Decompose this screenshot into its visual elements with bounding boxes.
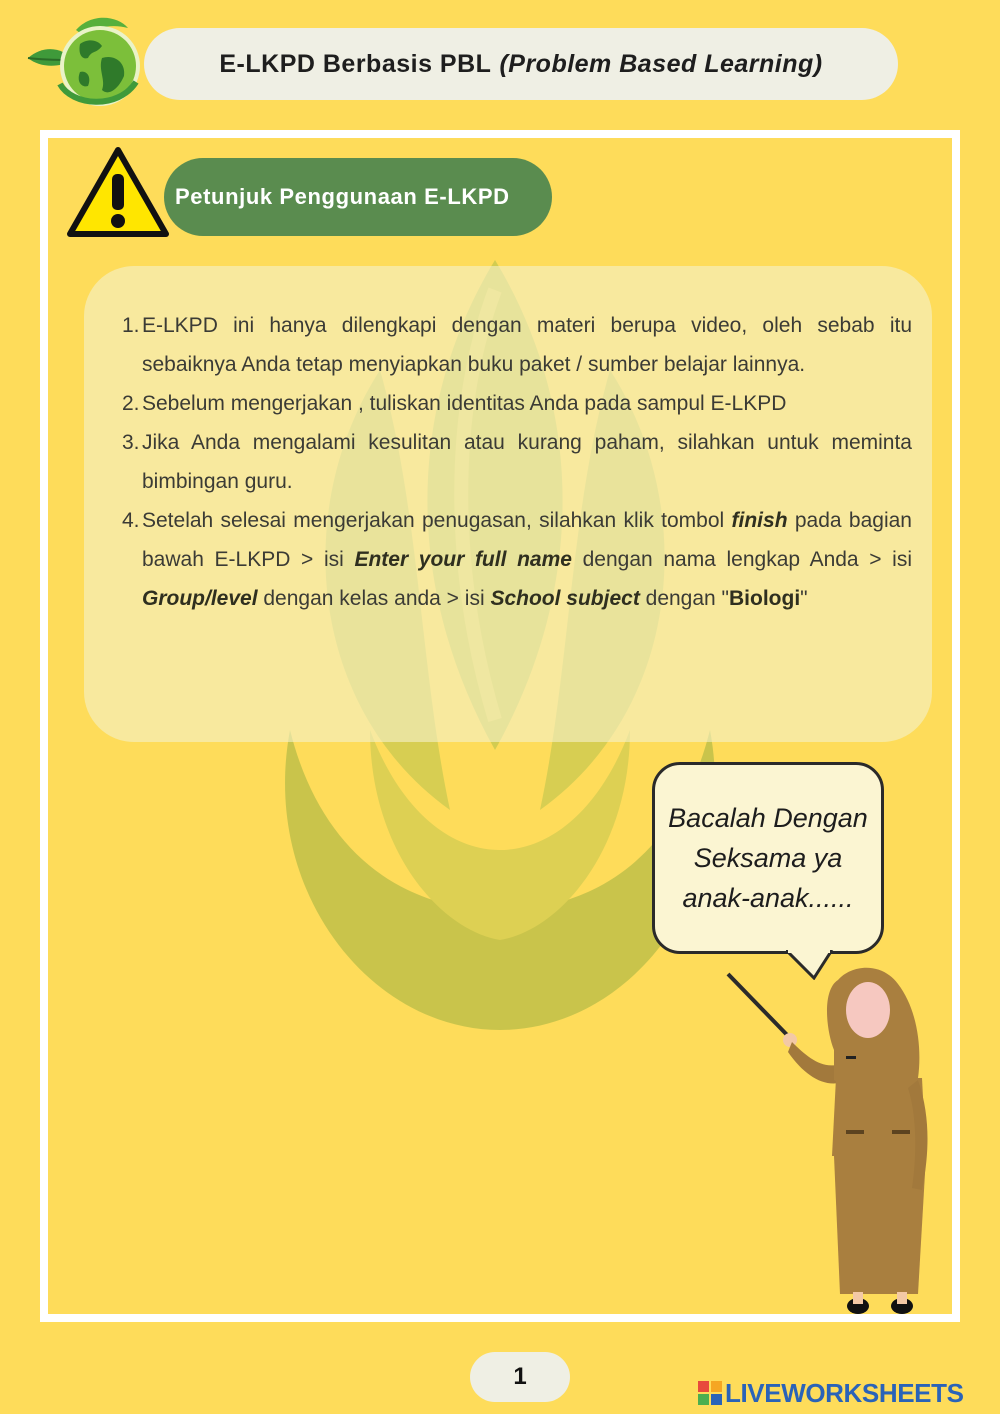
- instruction-text-part: dengan kelas anda > isi: [257, 587, 491, 610]
- instruction-text-part: pada bagian bawah E-LKPD > isi: [142, 509, 912, 571]
- instruction-item: [122, 501, 912, 618]
- page-number: 1: [470, 1352, 570, 1402]
- instruction-text-part: ": [800, 587, 808, 610]
- header-title-main: E-LKPD Berbasis PBL: [219, 49, 492, 78]
- instruction-number: 1.: [122, 314, 140, 337]
- brand-name: LIVEWORKSHEETS: [725, 1377, 964, 1408]
- speech-bubble: [652, 762, 884, 954]
- bubble-line-3: anak-anak......: [682, 883, 854, 913]
- instruction-text-part: dengan nama lengkap Anda > isi: [571, 548, 913, 571]
- instruction-list: [122, 306, 912, 618]
- instruction-emphasis: finish: [731, 509, 788, 532]
- instruction-emphasis: Enter your full name: [354, 548, 572, 571]
- instruction-text-part: Jika Anda mengalami kesulitan atau kurang paham, silahkan untuk meminta bimbingan guru.: [142, 431, 912, 493]
- instruction-item: [122, 306, 912, 384]
- instruction-emphasis: School subject: [490, 587, 640, 610]
- globe-leaf-icon: [22, 14, 146, 110]
- teacher-illustration: [722, 960, 942, 1326]
- bubble-line-1: Bacalah Dengan: [668, 803, 868, 833]
- instruction-text: [142, 501, 912, 618]
- instruction-emphasis: Biologi: [729, 587, 801, 610]
- instruction-text-part: E-LKPD ini hanya dilengkapi dengan materi berupa video, oleh sebab itu sebaiknya Anda tetap menyiapkan buku paket / sumber belajar lainnya.: [142, 314, 912, 376]
- warning-icon: [66, 146, 170, 240]
- bubble-line-2: Seksama ya: [693, 843, 843, 873]
- instruction-item: [122, 423, 912, 501]
- header-title-italic: (Problem Based Learning): [499, 49, 823, 78]
- instruction-text-part: Sebelum mengerjakan , tuliskan identitas Anda pada sampul E-LKPD: [142, 392, 787, 415]
- liveworksheets-brand[interactable]: [698, 1378, 964, 1408]
- instruction-number: 3.: [122, 431, 140, 454]
- instructions-box: [84, 266, 932, 742]
- instruction-item: [122, 384, 912, 423]
- section-title: Petunjuk Penggunaan E-LKPD: [164, 158, 552, 236]
- instruction-number: 2.: [122, 392, 140, 415]
- header-title: [144, 28, 898, 100]
- instruction-text-part: Setelah selesai mengerjakan penugasan, silahkan klik tombol: [142, 509, 732, 532]
- instruction-text: [142, 423, 912, 501]
- instruction-text: [142, 384, 912, 423]
- instruction-text: [142, 306, 912, 384]
- liveworksheets-logo-icon: [698, 1381, 722, 1405]
- instruction-emphasis: Group/level: [142, 587, 258, 610]
- instruction-text-part: dengan ": [639, 587, 730, 610]
- instruction-number: 4.: [122, 509, 140, 532]
